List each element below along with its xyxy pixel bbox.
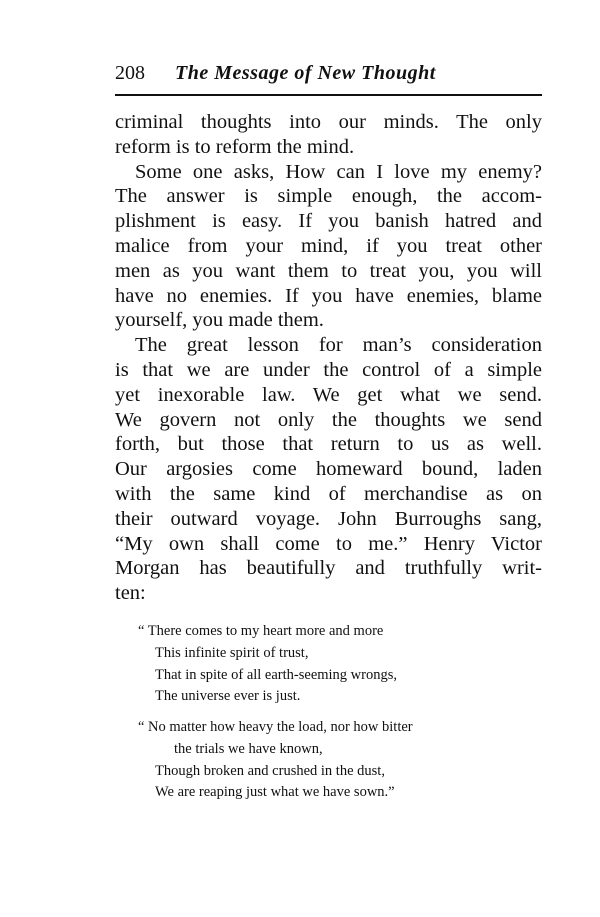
poem-line: “ There comes to my heart more and more [138,623,384,639]
body-text [115,110,542,606]
text-line: with the same kind of merchandise as on [115,482,542,505]
text-line: reform is to reform the mind. [115,135,355,158]
text-line: Some one asks, How can I love my enemy? [135,160,542,183]
text-line: Morgan has beautifully and truthfully writ- [115,557,542,580]
text-line: The great lesson for man’s consideration [135,334,542,357]
poem-line: We are reaping just what we have sown.” [155,784,395,801]
text-line: forth, but those that return to us as well. [115,433,542,456]
text-line: The answer is simple enough, the accom- [115,185,542,208]
text-line: ten: [115,582,146,605]
page-number: 208 [115,62,145,84]
text-line: yet inexorable law. We get what we send. [115,383,542,406]
text-line: “My own shall come to me.” Henry Victor [115,532,542,555]
poem-line: The universe ever is just. [155,688,301,705]
text-line: their outward voyage. John Burroughs sang, [115,507,542,530]
text-line: malice from your mind, if you treat other [115,234,542,257]
running-title: The Message of New Thought [175,62,436,84]
text-line: yourself, you made them. [115,309,324,332]
text-line: men as you want them to treat you, you will [115,259,542,282]
poem-line: This infinite spirit of trust, [155,644,309,661]
header-rule [115,94,542,96]
poem-line: Though broken and crushed in the dust, [155,762,385,779]
poem-stanza-2 [138,717,538,804]
poem-line: That in spite of all earth-seeming wrongs, [155,666,398,683]
text-line: is that we are under the control of a simple [115,358,542,381]
poem-line: “ No matter how heavy the load, nor how bitter [138,719,413,735]
text-line: We govern not only the thoughts we send [115,408,542,431]
text-line: Our argosies come homeward bound, laden [115,458,542,481]
text-line: plishment is easy. If you banish hatred and [115,210,542,233]
text-line: have no enemies. If you have enemies, blame [115,284,542,307]
poem-line: the trials we have known, [174,740,323,757]
poem-stanza-1 [138,621,538,708]
text-line: criminal thoughts into our minds. The only [115,111,542,133]
running-header [115,60,542,90]
